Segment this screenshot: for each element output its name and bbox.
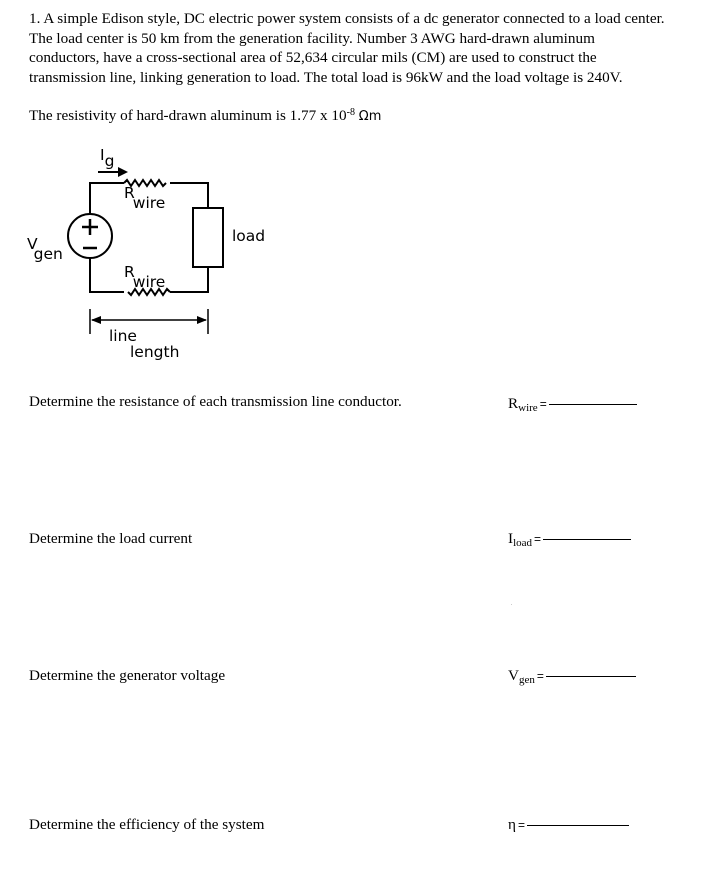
load-box xyxy=(193,208,223,267)
resistivity-unit: Ωm xyxy=(358,109,382,124)
answer-2[interactable] xyxy=(508,530,631,549)
stray-dot xyxy=(511,604,512,605)
resistivity-statement xyxy=(29,106,381,127)
rwire-top-label: R wire xyxy=(124,184,166,212)
bottom-wire-left xyxy=(90,258,124,292)
question-4: Determine the efficiency of the system xyxy=(29,816,265,833)
load-label: load xyxy=(232,227,266,245)
answer-1-eq: = xyxy=(539,397,547,411)
answer-1-symbol: R xyxy=(508,395,519,412)
answer-2-eq: = xyxy=(534,532,542,546)
answer-2-symbol: I xyxy=(508,530,514,547)
answer-3-symbol: V xyxy=(508,667,519,684)
answer-4[interactable] xyxy=(508,816,629,834)
resistivity-text: The resistivity of hard-drawn aluminum is 1.77 x 10 xyxy=(29,107,347,124)
question-3: Determine the generator voltage xyxy=(29,667,226,684)
answer-2-sub: load xyxy=(513,537,533,549)
vgen-label: V gen xyxy=(27,235,63,263)
current-label: Ig xyxy=(100,146,115,170)
question-1: Determine the resistance of each transmission line conductor. xyxy=(29,393,402,410)
answer-2-blank[interactable] xyxy=(543,538,631,540)
answer-4-blank[interactable] xyxy=(527,824,629,826)
resistivity-exponent: -8 xyxy=(346,107,355,118)
answer-3-blank[interactable] xyxy=(546,675,636,677)
answer-4-symbol: η xyxy=(508,816,516,833)
line-length-dimension xyxy=(90,309,208,334)
bottom-wire-right xyxy=(170,267,208,292)
answer-1-sub: wire xyxy=(518,402,538,414)
top-wire xyxy=(90,183,124,214)
answer-3[interactable] xyxy=(508,667,636,686)
circuit-diagram xyxy=(0,140,300,370)
answer-3-eq: = xyxy=(536,669,544,683)
line-label: line xyxy=(109,327,137,345)
question-2: Determine the load current xyxy=(29,530,193,547)
top-wire-right xyxy=(170,183,208,208)
rwire-bottom-label: R wire xyxy=(124,263,166,291)
problem-statement: 1. A simple Edison style, DC electric power system consists of a dc generator connected to a load center. The load center is 50 km from the generation facility. Number 3 AWG hard-drawn aluminum conductors, have a cross-sectional area of 52,634 circular mils (CM) are used to construct the transmission line, linking generation to load. The total load is 96kW and the load voltage is 240V. xyxy=(29,10,665,86)
answer-3-sub: gen xyxy=(518,674,535,686)
answer-1-blank[interactable] xyxy=(549,403,637,405)
generator-polarity xyxy=(82,219,98,248)
answer-1[interactable] xyxy=(508,395,637,414)
answer-4-eq: = xyxy=(517,818,525,832)
length-label: length xyxy=(130,343,180,361)
